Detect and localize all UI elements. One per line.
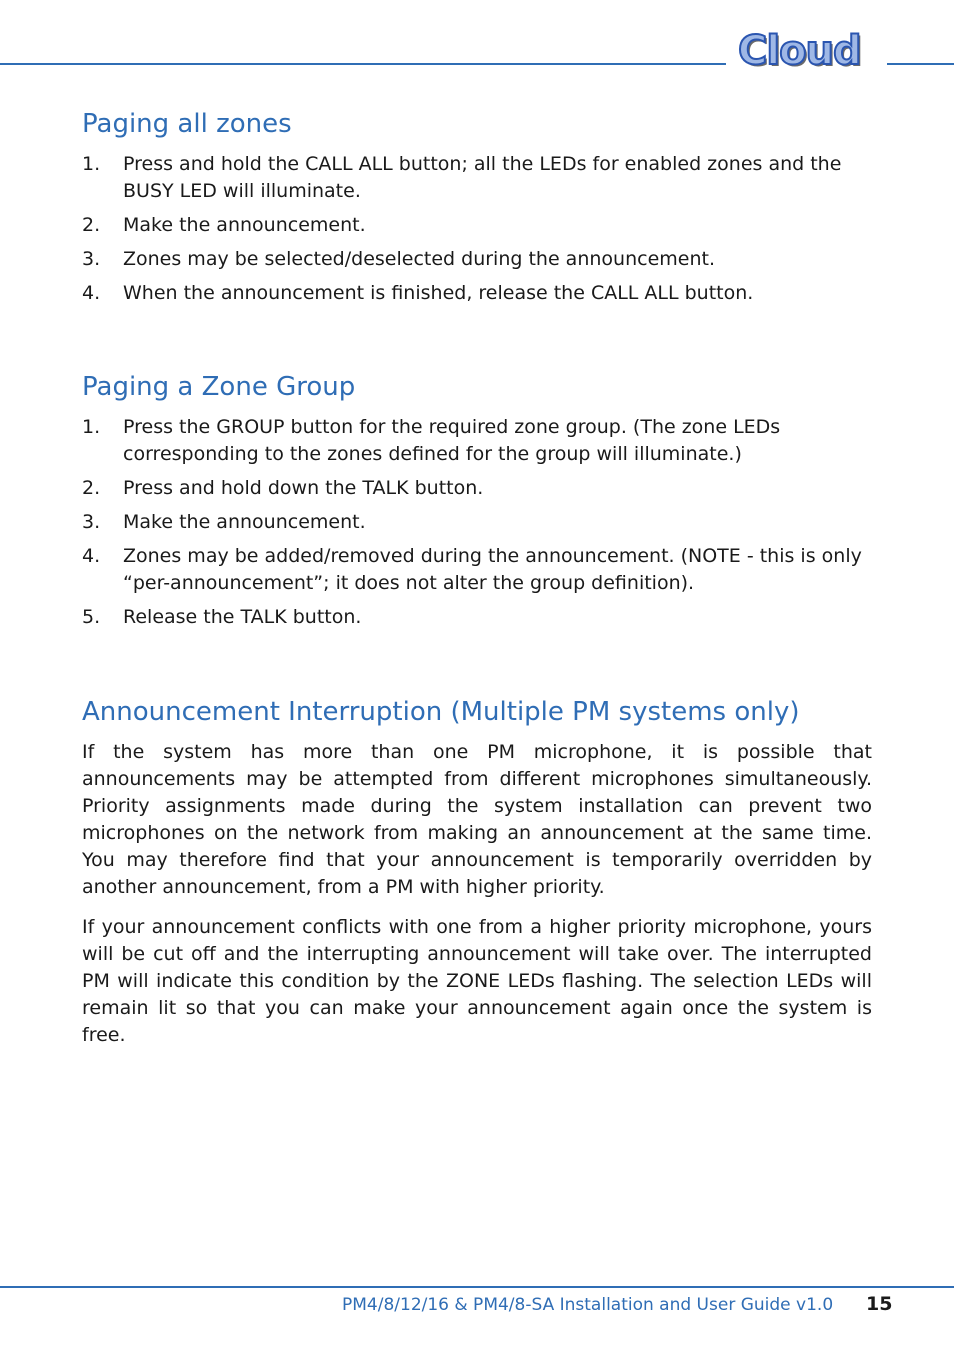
header-rule-right (887, 63, 954, 65)
list-item: 5. Release the TALK button. (82, 606, 362, 628)
list-item: 1. Press and hold the CALL ALL button; all the LEDs for enabled zones and the BUSY LED will illuminate. (82, 153, 842, 202)
list-item: 1. Press the GROUP button for the required zone group. (The zone LEDs corresponding to the zones defined for the group will illuminate.) (82, 416, 781, 465)
steps-list (82, 414, 872, 631)
section-heading: Announcement Interruption (Multiple PM systems only) (82, 697, 800, 727)
footer-rule (0, 1286, 954, 1288)
section-heading: Paging all zones (82, 109, 292, 139)
list-item: 4. Zones may be added/removed during the announcement. (NOTE - this is only “per-announcement”; it does not alter the group definition). (82, 545, 862, 594)
list-item: 2. Press and hold down the TALK button. (82, 477, 484, 499)
steps-list (82, 151, 872, 307)
section-paging-all-zones (82, 107, 872, 307)
cloud-logo: Cloud (738, 28, 861, 74)
list-item: 2. Make the announcement. (82, 214, 366, 236)
body-paragraph: If your announcement conflicts with one from a higher priority microphone, yours will be cut off and the interrupting announcement will take over. The interrupted PM will indicate this condition by the ZONE LEDs flashing. The selection LEDs will remain lit so that you can make your announcement again once the system is free. (82, 916, 872, 1046)
list-item: 3. Zones may be selected/deselected during the announcement. (82, 248, 715, 270)
section-heading: Paging a Zone Group (82, 372, 356, 402)
list-item: 4. When the announcement is finished, release the CALL ALL button. (82, 282, 754, 304)
header-rule-left (0, 63, 726, 65)
body-paragraph: If the system has more than one PM microphone, it is possible that announcements may be attempted from different microphones simultaneously. Priority assignments made during the system installation can prevent two microphones on the network from making an announcement at the same time. You may therefore find that your announcement is temporarily overridden by another announcement, from a PM with higher priority. (82, 741, 872, 898)
guide-title: PM4/8/12/16 & PM4/8-SA Installation and User Guide v1.0 (342, 1295, 834, 1315)
section-announcement-interruption (82, 695, 872, 1049)
list-item: 3. Make the announcement. (82, 511, 366, 533)
section-paging-zone-group (82, 370, 872, 631)
page-number: 15 (866, 1293, 893, 1315)
